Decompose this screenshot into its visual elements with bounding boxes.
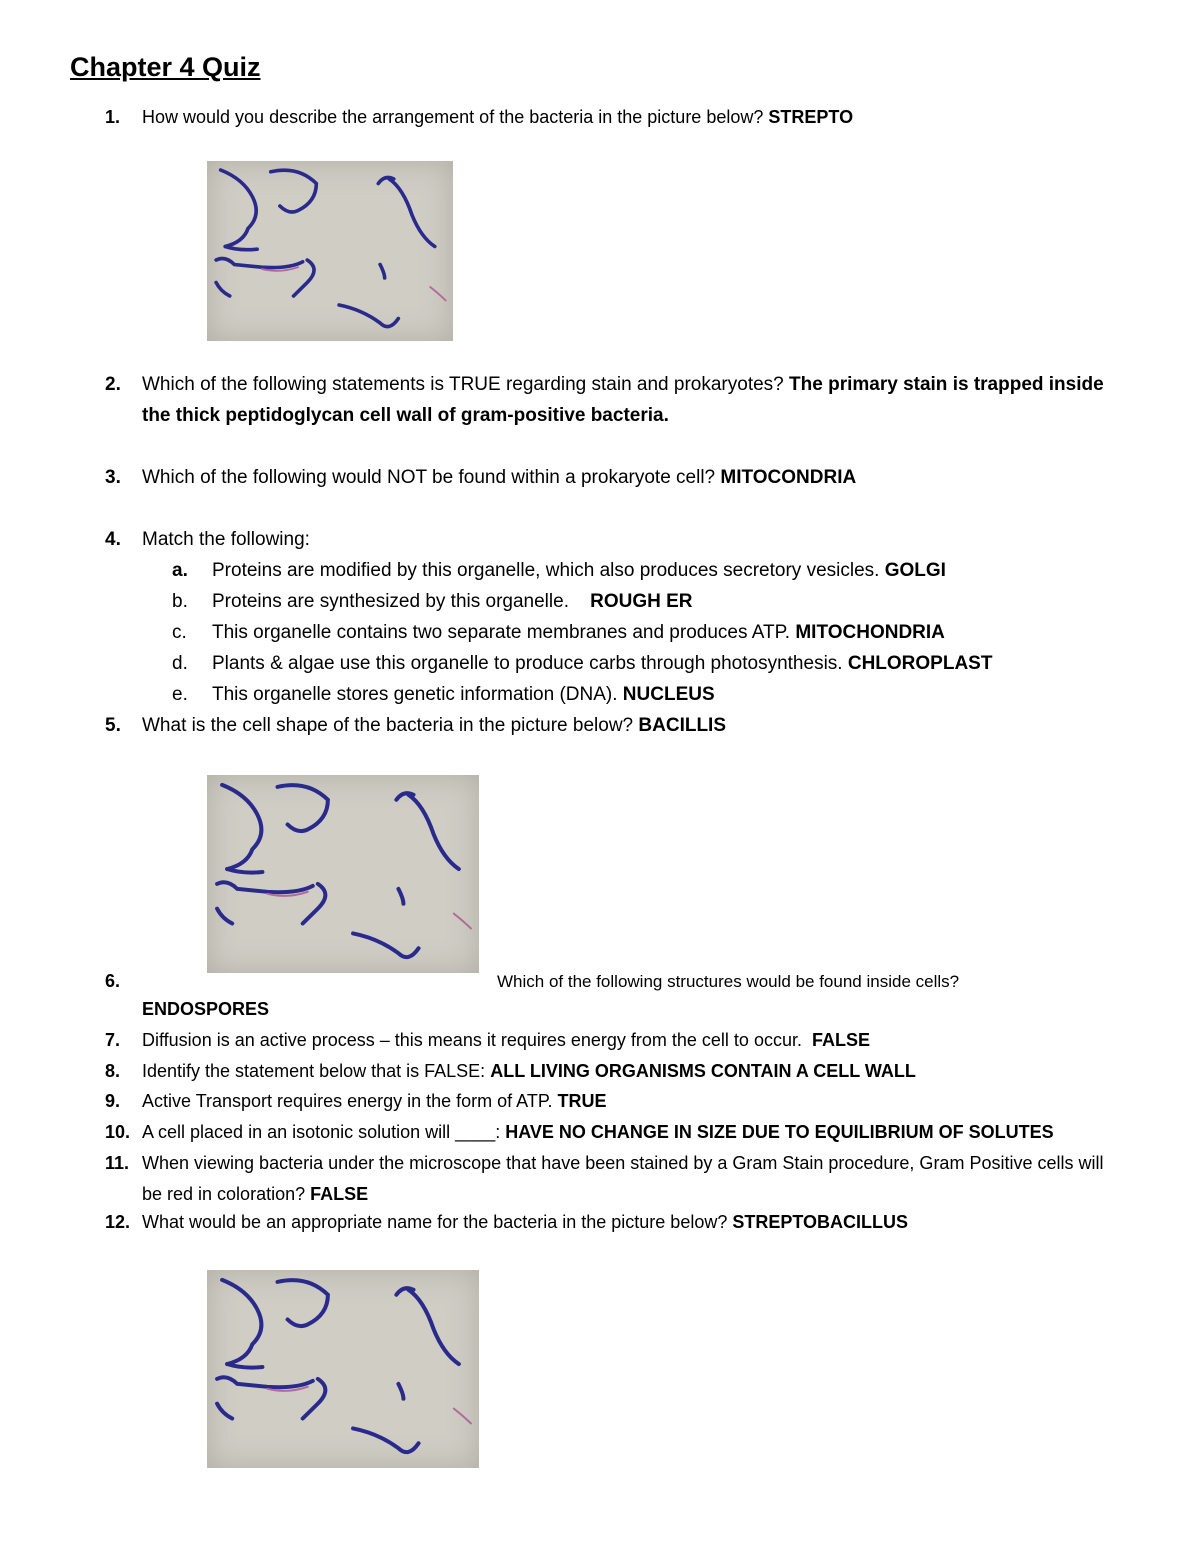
match-item-b xyxy=(172,586,693,617)
micrograph-image-2 xyxy=(207,775,479,973)
question-text: Which of the following statements is TRUE regarding stain and prokaryotes? xyxy=(142,374,784,395)
item-answer: MITOCHONDRIA xyxy=(795,622,945,643)
answer: ALL LIVING ORGANISMS CONTAIN A CELL WALL xyxy=(490,1061,916,1081)
question-number: 12. xyxy=(105,1212,131,1232)
item-text: Proteins are synthesized by this organelle. xyxy=(212,591,569,612)
question-3 xyxy=(105,462,1135,493)
question-text: How would you describe the arrangement of the bacteria in the picture below? xyxy=(142,107,764,127)
answer: STREPTOBACILLUS xyxy=(732,1212,909,1232)
item-text: This organelle contains two separate membranes and produces ATP. xyxy=(212,622,791,643)
question-6-text: Which of the following structures would be found inside cells? xyxy=(497,972,960,991)
item-text: Proteins are modified by this organelle, which also produces secretory vesicles. xyxy=(212,560,880,581)
micrograph-image-1 xyxy=(207,161,453,341)
item-text: This organelle stores genetic information (DNA). xyxy=(212,684,618,705)
page-title: Chapter 4 Quiz xyxy=(70,52,261,82)
answer: STREPTO xyxy=(768,107,854,127)
question-7 xyxy=(105,1025,1135,1056)
answer: HAVE NO CHANGE IN SIZE DUE TO EQUILIBRIUM OF SOLUTES xyxy=(505,1122,1054,1142)
question-number: 3. xyxy=(105,467,121,488)
question-2 xyxy=(105,369,1105,431)
question-number: 8. xyxy=(105,1061,121,1081)
question-6-answer xyxy=(105,994,1135,1025)
item-answer: ROUGH ER xyxy=(590,591,693,612)
question-9 xyxy=(105,1086,1135,1117)
question-number: 10. xyxy=(105,1122,131,1142)
item-letter: c. xyxy=(172,622,187,643)
question-number: 4. xyxy=(105,529,121,550)
question-number: 5. xyxy=(105,715,121,736)
question-text: Which of the following would NOT be found within a prokaryote cell? xyxy=(142,467,716,488)
question-number: 2. xyxy=(105,374,121,395)
question-number: 11. xyxy=(105,1153,130,1173)
question-10 xyxy=(105,1117,1135,1148)
item-text: Plants & algae use this organelle to produce carbs through photosynthesis. xyxy=(212,653,843,674)
match-item-c xyxy=(172,617,945,648)
item-letter: a. xyxy=(172,560,188,581)
item-letter: e. xyxy=(172,684,188,705)
bacteria-micrograph xyxy=(207,775,479,973)
item-answer: GOLGI xyxy=(884,560,946,581)
question-number: 7. xyxy=(105,1030,121,1050)
question-text: A cell placed in an isotonic solution will ____: xyxy=(142,1122,501,1142)
bacteria-micrograph xyxy=(207,161,453,341)
question-1 xyxy=(105,102,1135,133)
question-text: What is the cell shape of the bacteria in the picture below? xyxy=(142,715,634,736)
answer: ENDOSPORES xyxy=(142,999,270,1019)
question-text: When viewing bacteria under the microscope that have been stained by a Gram Stain procedure, Gram Positive cells will be red in coloration? xyxy=(142,1153,1104,1204)
question-text: Active Transport requires energy in the form of ATP. xyxy=(142,1091,553,1111)
question-11 xyxy=(105,1148,1125,1210)
bacteria-micrograph xyxy=(207,1270,479,1468)
item-answer: CHLOROPLAST xyxy=(847,653,993,674)
answer: TRUE xyxy=(557,1091,607,1111)
question-number: 1. xyxy=(105,107,121,127)
question-8 xyxy=(105,1056,1135,1087)
answer: BACILLIS xyxy=(638,715,727,736)
answer: MITOCONDRIA xyxy=(720,467,857,488)
match-item-d xyxy=(172,648,992,679)
question-4 xyxy=(105,524,1135,555)
answer: FALSE xyxy=(812,1030,871,1050)
question-number: 9. xyxy=(105,1091,121,1111)
question-text: Match the following: xyxy=(142,529,310,550)
match-item-a xyxy=(172,555,946,586)
item-answer: NUCLEUS xyxy=(622,684,715,705)
question-number: 6. xyxy=(105,971,121,991)
answer: FALSE xyxy=(310,1184,369,1204)
match-item-e xyxy=(172,679,715,710)
item-letter: d. xyxy=(172,653,188,674)
question-text: Identify the statement below that is FALSE: xyxy=(142,1061,486,1081)
question-5 xyxy=(105,710,1135,741)
question-text: Diffusion is an active process – this means it requires energy from the cell to occur. xyxy=(142,1030,802,1050)
answer: The primary stain is trapped inside the thick peptidoglycan cell wall of gram-positive bacteria. xyxy=(142,374,1104,426)
micrograph-image-3 xyxy=(207,1270,479,1468)
question-12 xyxy=(105,1207,1135,1238)
item-letter: b. xyxy=(172,591,188,612)
question-text: What would be an appropriate name for the bacteria in the picture below? xyxy=(142,1212,728,1232)
